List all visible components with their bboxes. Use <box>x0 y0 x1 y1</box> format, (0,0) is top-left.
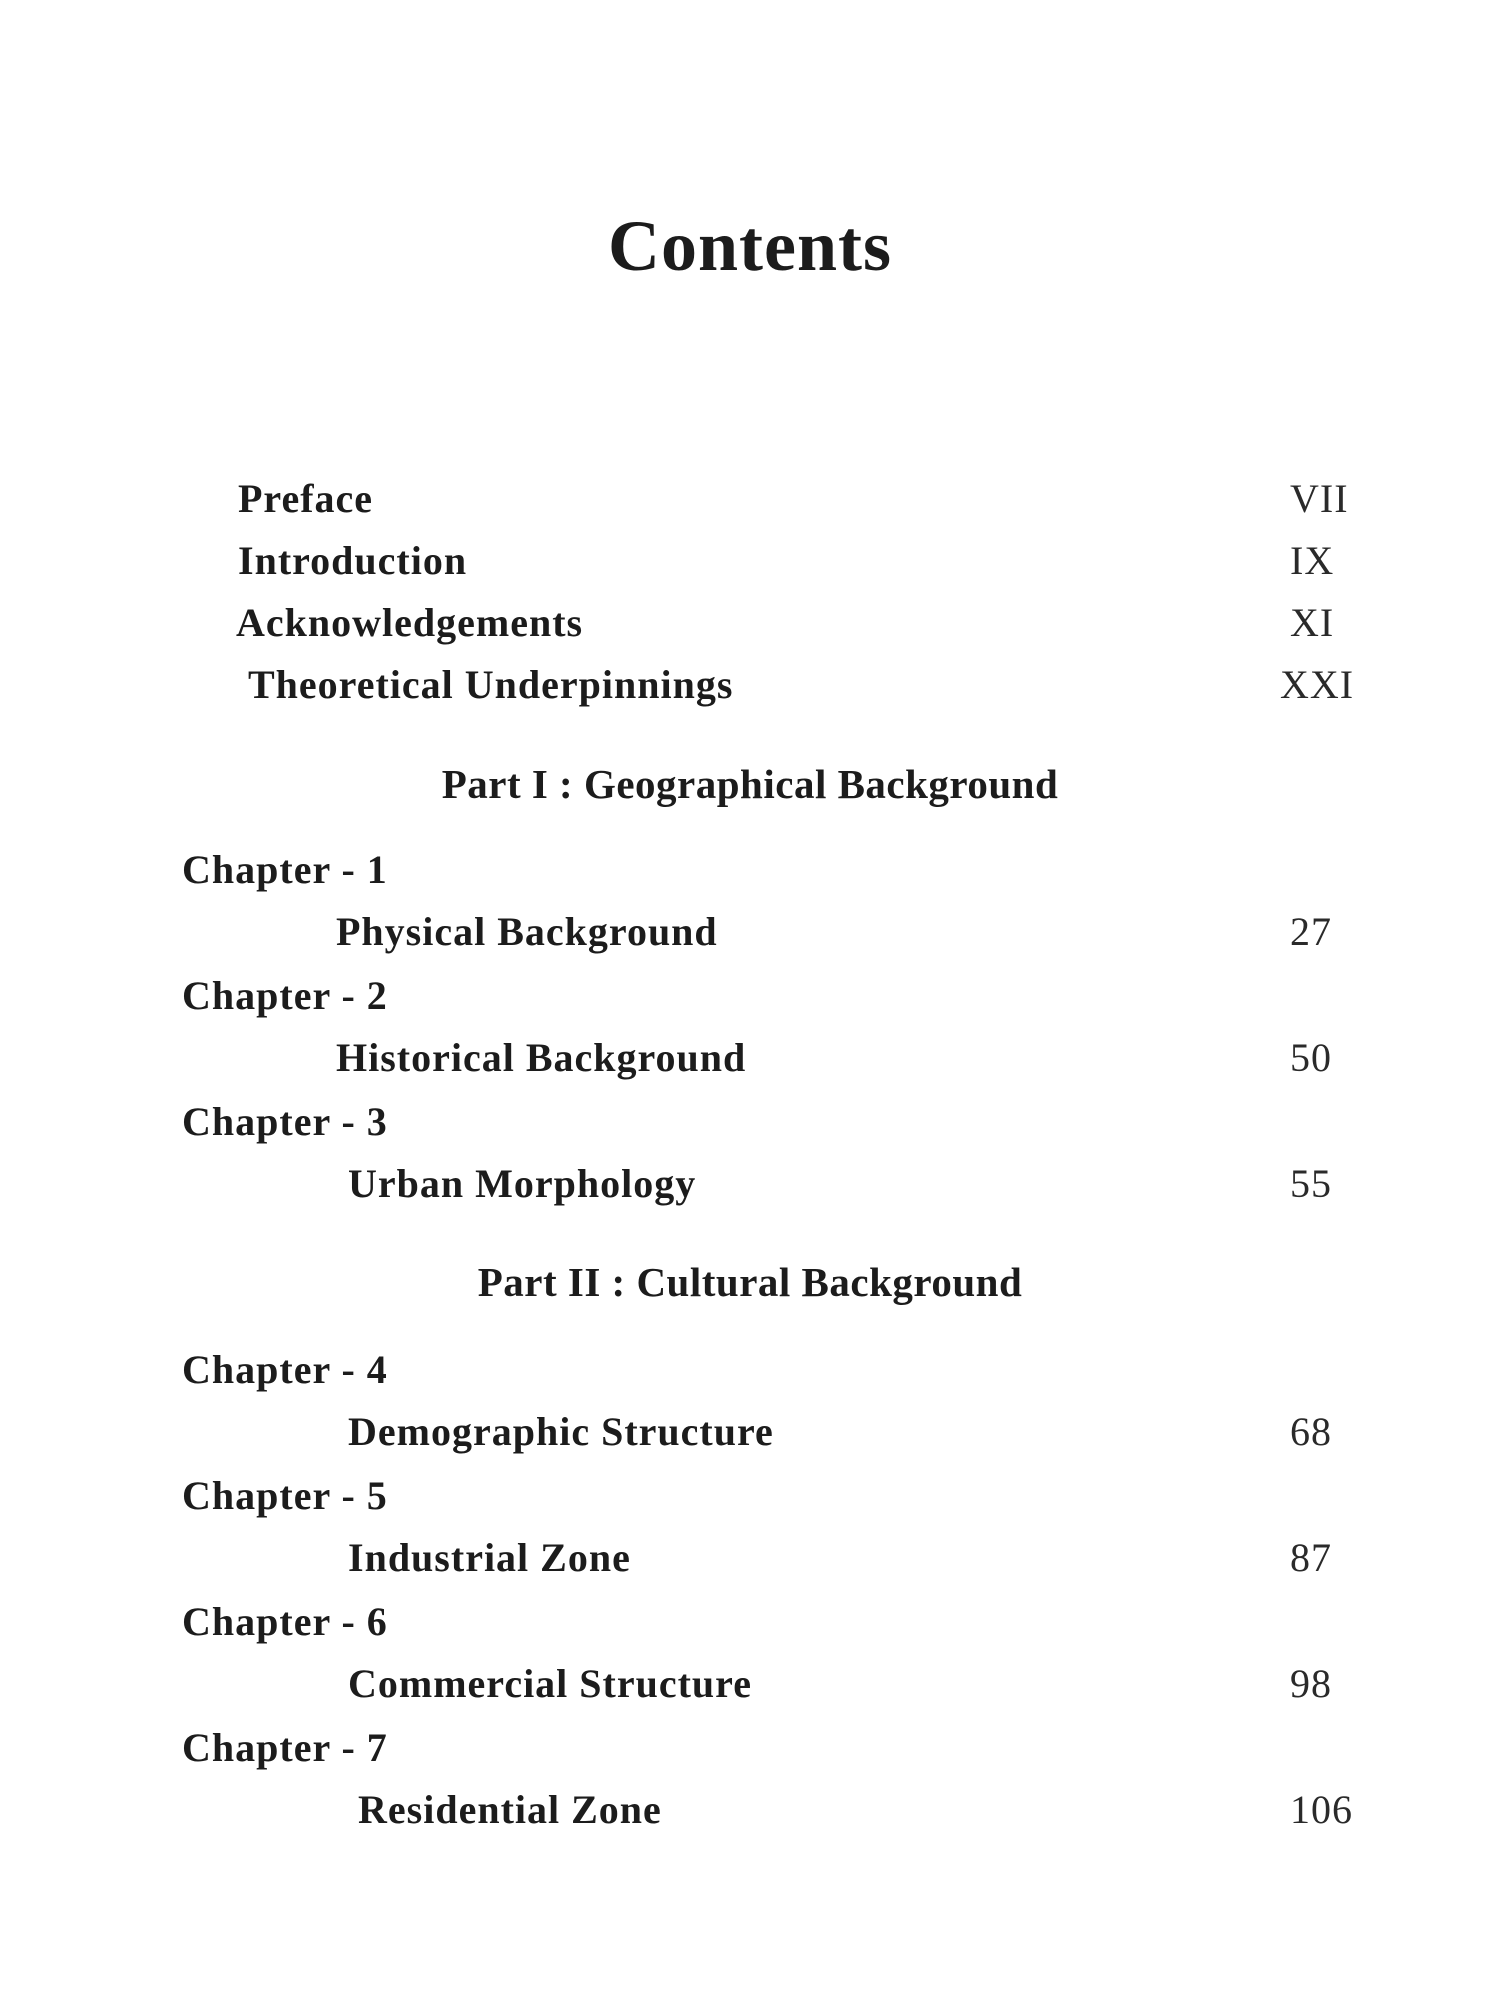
part-heading-1: Part I : Geographical Background <box>441 761 1059 807</box>
part-heading-2: Part II : Cultural Background <box>477 1259 1023 1305</box>
toc-entry-chapter-5[interactable]: Industrial Zone <box>348 1535 631 1580</box>
toc-page-preface: VII <box>1290 476 1349 521</box>
toc-page-theoretical-underpinnings: XXI <box>1280 662 1355 707</box>
toc-entry-chapter-4[interactable]: Demographic Structure <box>348 1409 774 1454</box>
toc-entry-chapter-3[interactable]: Urban Morphology <box>348 1161 697 1206</box>
toc-entry-introduction[interactable]: Introduction <box>238 538 468 583</box>
toc-page-chapter-1: 27 <box>1290 909 1332 954</box>
chapter-label-1: Chapter - 1 <box>182 847 388 892</box>
toc-page-chapter-3: 55 <box>1290 1161 1332 1206</box>
toc-page-introduction: IX <box>1290 538 1335 583</box>
toc-page-chapter-4: 68 <box>1290 1409 1332 1454</box>
chapter-label-6: Chapter - 6 <box>182 1599 388 1644</box>
toc-entry-acknowledgements[interactable]: Acknowledgements <box>236 600 584 645</box>
toc-page-chapter-7: 106 <box>1290 1787 1353 1832</box>
page-title: Contents <box>607 206 892 286</box>
toc-entry-chapter-7[interactable]: Residential Zone <box>358 1787 662 1832</box>
toc-entry-preface[interactable]: Preface <box>238 476 374 521</box>
chapter-label-4: Chapter - 4 <box>182 1347 388 1392</box>
chapter-label-5: Chapter - 5 <box>182 1473 388 1518</box>
toc-page-chapter-2: 50 <box>1290 1035 1332 1080</box>
toc-page-chapter-5: 87 <box>1290 1535 1332 1580</box>
chapter-label-7: Chapter - 7 <box>182 1725 388 1770</box>
toc-entry-chapter-1[interactable]: Physical Background <box>336 909 718 954</box>
toc-entry-chapter-2[interactable]: Historical Background <box>336 1035 747 1080</box>
chapter-label-3: Chapter - 3 <box>182 1099 388 1144</box>
toc-page-acknowledgements: XI <box>1290 600 1335 645</box>
chapter-label-2: Chapter - 2 <box>182 973 388 1018</box>
toc-page-chapter-6: 98 <box>1290 1661 1332 1706</box>
toc-entry-chapter-6[interactable]: Commercial Structure <box>348 1661 752 1706</box>
toc-entry-theoretical-underpinnings[interactable]: Theoretical Underpinnings <box>248 662 734 707</box>
